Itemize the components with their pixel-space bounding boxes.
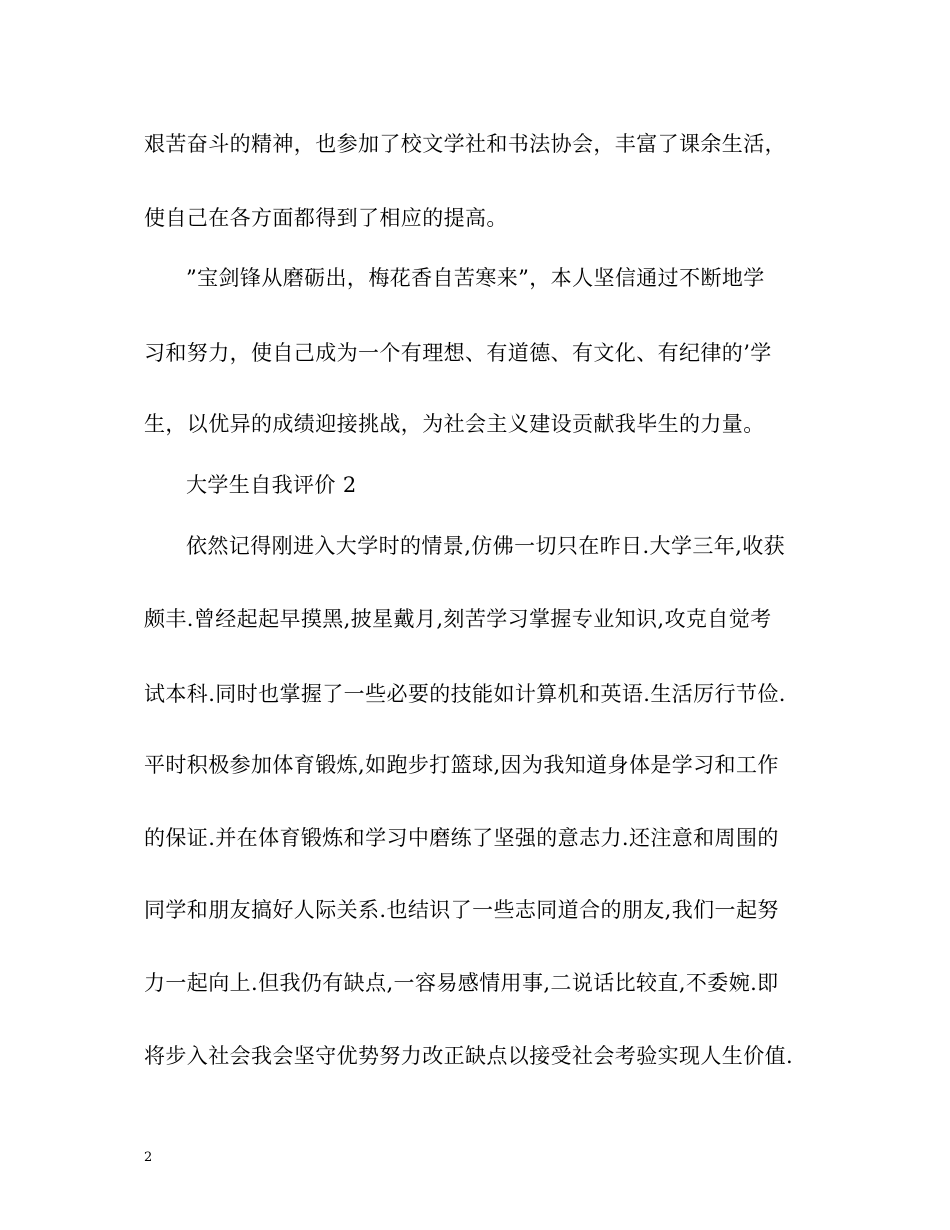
body-text-line: 依然记得刚进入大学时的情景,仿佛一切只在昨日.大学三年,收获: [186, 534, 786, 558]
section-heading: 大学生自我评价 2: [186, 473, 357, 497]
page-number: 2: [144, 1150, 153, 1165]
body-text-line: 颇丰.曾经起起早摸黑,披星戴月,刻苦学习掌握专业知识,攻克自觉考: [144, 607, 772, 631]
body-text-line: 习和努力，使自己成为一个有理想、有道德、有文化、有纪律的’学: [144, 341, 772, 365]
body-text-line: 艰苦奋斗的精神，也参加了校文学社和书法协会，丰富了课余生活，: [144, 132, 786, 156]
body-text-line: 将步入社会我会坚守优势努力改正缺点以接受社会考验实现人生价值.: [144, 1044, 794, 1068]
body-text-line: 试本科.同时也掌握了一些必要的技能如计算机和英语.生活厉行节俭.: [144, 682, 786, 706]
body-text-line: 平时积极参加体育锻炼,如跑步打篮球,因为我知道身体是学习和工作: [144, 753, 779, 777]
body-text-line: 的保证.并在体育锻炼和学习中磨练了坚强的意志力.还注意和周围的: [144, 826, 779, 850]
body-text-line: 力一起向上.但我仍有缺点,一容易感情用事,二说话比较直,不委婉.即: [144, 971, 779, 995]
body-text-line: 同学和朋友搞好人际关系.也结识了一些志同道合的朋友,我们一起努: [144, 898, 779, 922]
body-text-line: ”宝剑锋从磨砺出，梅花香自苦寒来”，本人坚信通过不断地学: [186, 266, 765, 290]
body-text-line: 使自己在各方面都得到了相应的提高。: [144, 206, 508, 230]
body-text-line: 生，以优异的成绩迎接挑战，为社会主义建设贡献我毕生的力量。: [144, 412, 765, 436]
